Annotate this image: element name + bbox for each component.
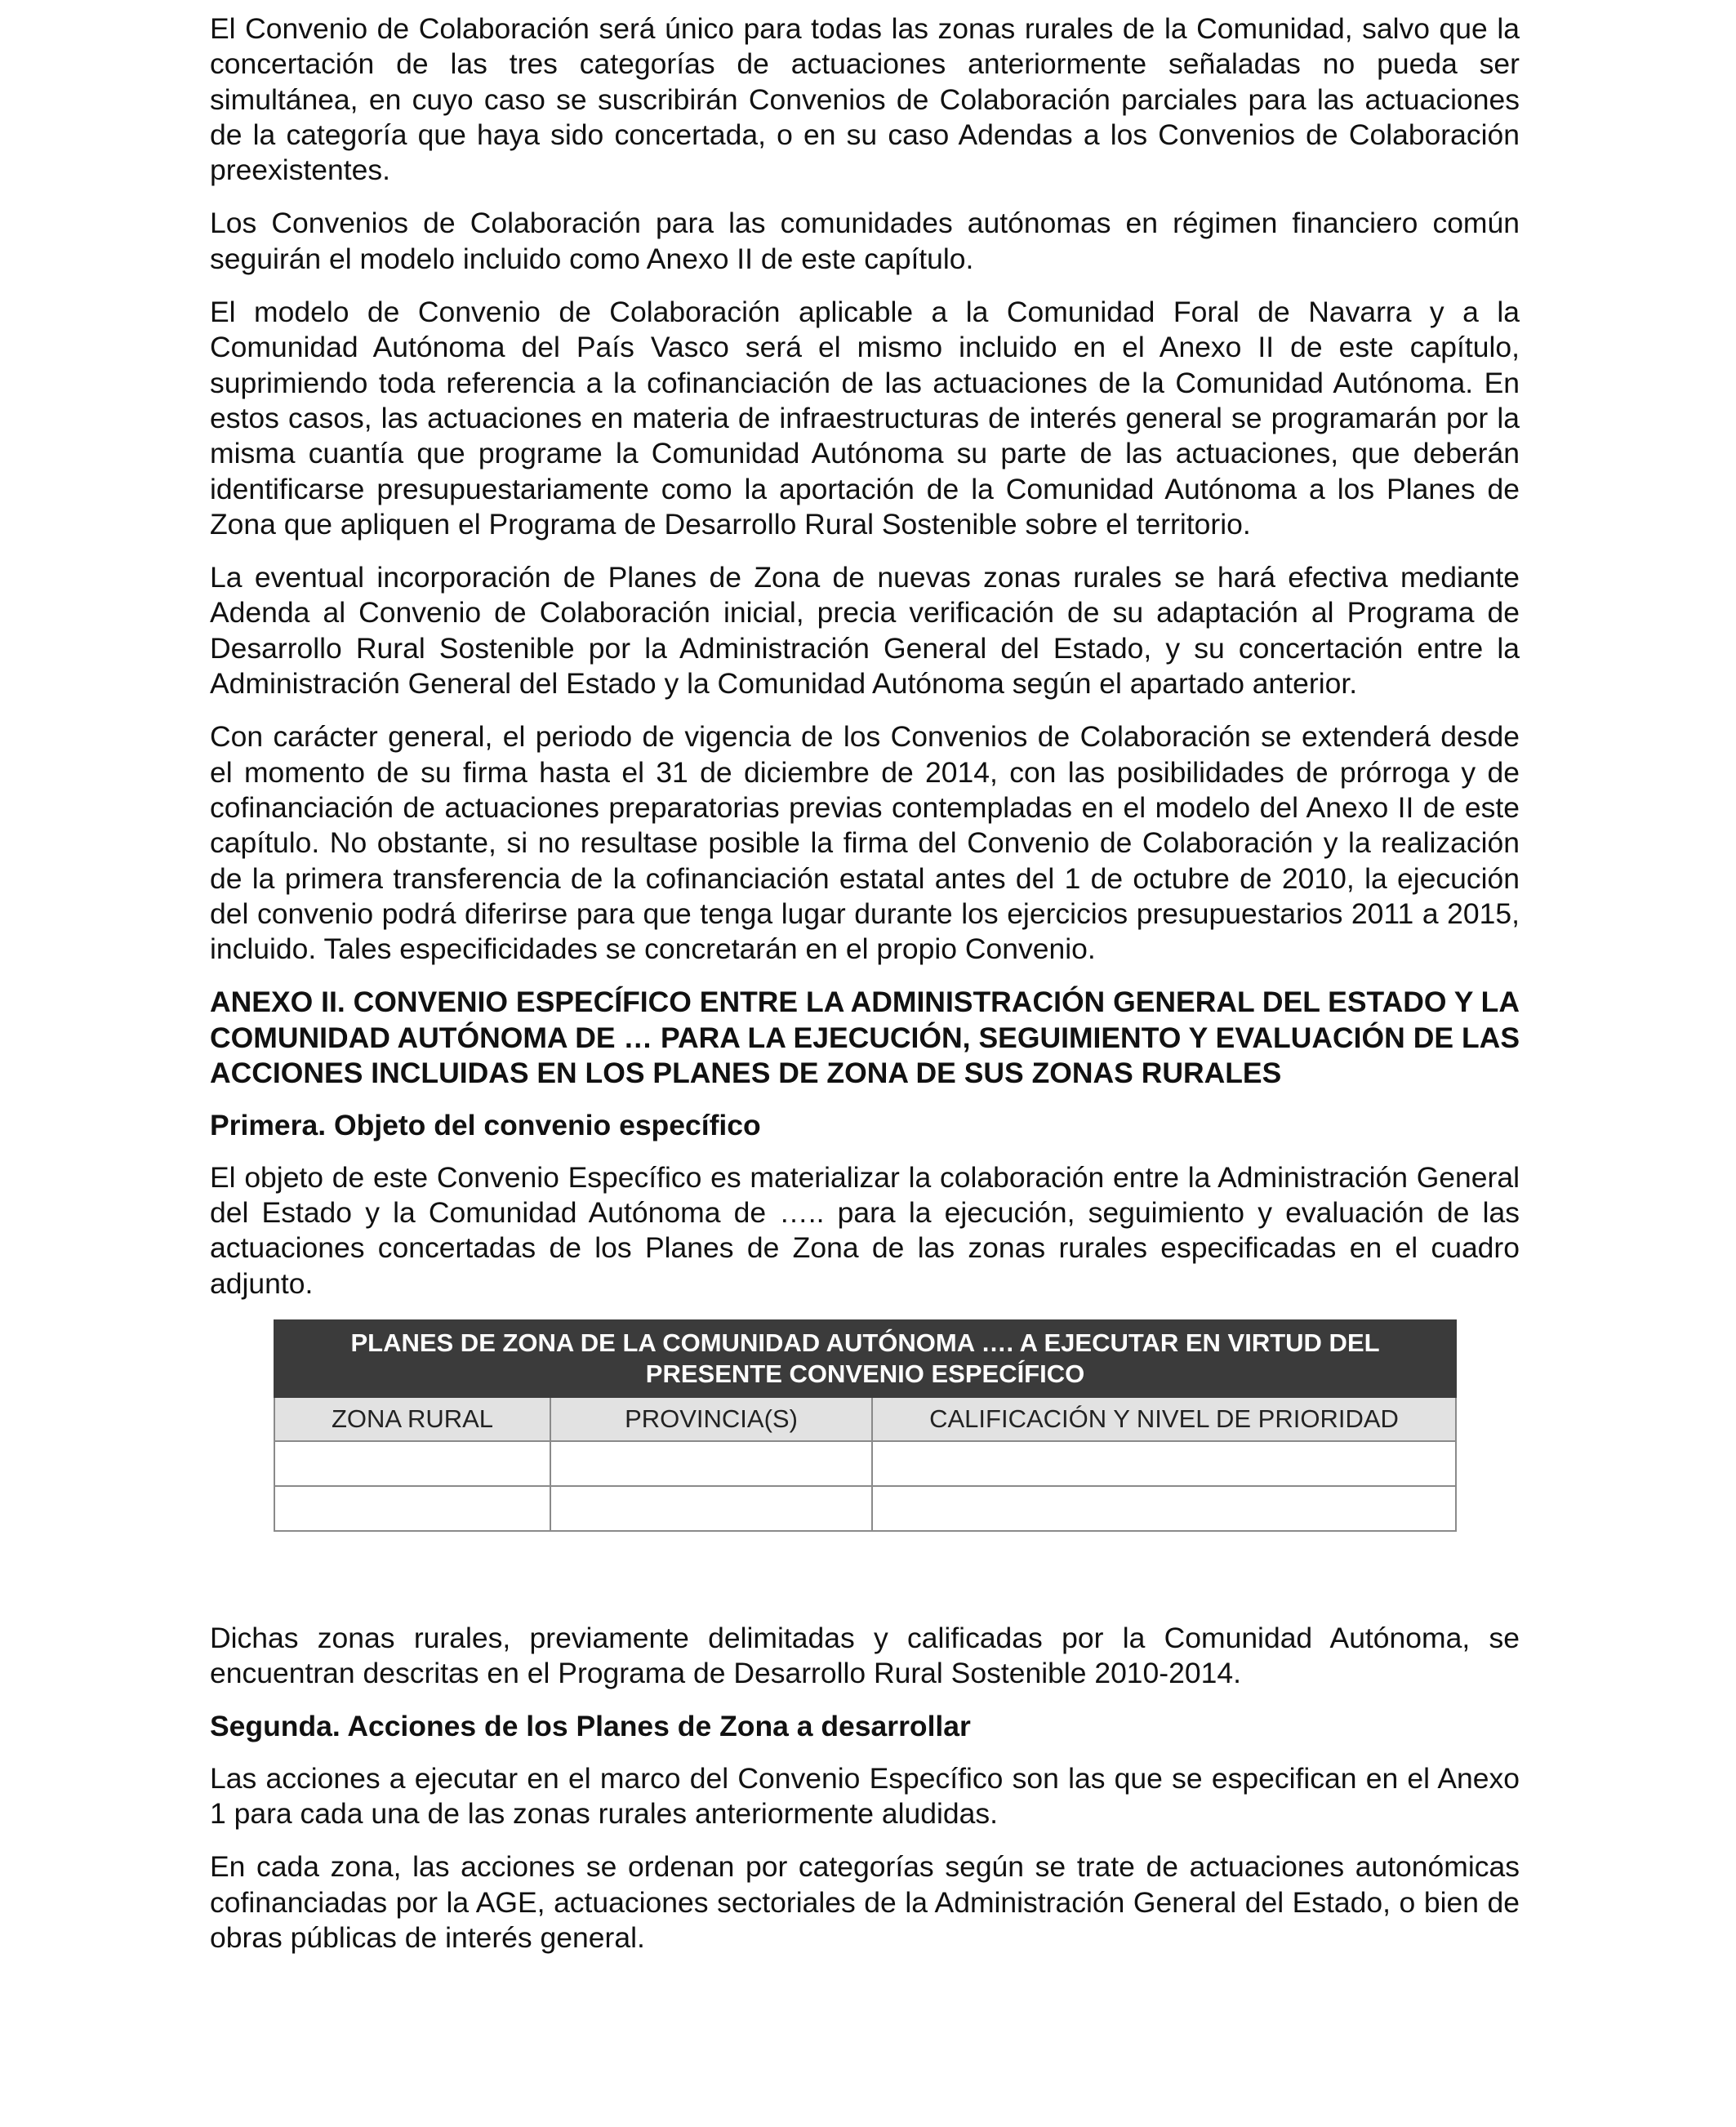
table-banner-row xyxy=(274,1320,1456,1397)
document-page xyxy=(210,11,1520,1973)
table-cell xyxy=(550,1441,872,1486)
column-header-calificacion: CALIFICACIÓN Y NIVEL DE PRIORIDAD xyxy=(872,1397,1456,1441)
table-cell xyxy=(550,1486,872,1531)
zones-table-container xyxy=(274,1319,1455,1532)
column-header-provincias: PROVINCIA(S) xyxy=(550,1397,872,1441)
table-cell xyxy=(274,1441,550,1486)
post-table-section xyxy=(210,1621,1520,1956)
paragraph: La eventual incorporación de Planes de Zona de nuevas zonas rurales se hará efectiva mediante Adenda al Convenio de Colaboración inicial, precia verificación de su adaptación al Programa de Desarrollo Rural Sostenible por la Administración General del Estado, y su concertación entre la Administración General del Estado y la Comunidad Autónoma según el apartado anterior. xyxy=(210,561,1520,701)
table-title: PLANES DE ZONA DE LA COMUNIDAD AUTÓNOMA …. A EJECUTAR EN VIRTUD DEL PRESENTE CONVENIO ESPECÍFICO xyxy=(274,1320,1456,1397)
paragraph: Los Convenios de Colaboración para las comunidades autónomas en régimen financiero común seguirán el modelo incluido como Anexo II de este capítulo. xyxy=(210,207,1520,275)
paragraph: En cada zona, las acciones se ordenan por categorías según se trate de actuaciones autonómicas cofinanciadas por la AGE, actuaciones sectoriales de la Administración General del Estado, o bien de obras públicas de interés general. xyxy=(210,1850,1520,1954)
table-row xyxy=(274,1486,1456,1531)
table-cell xyxy=(872,1486,1456,1531)
paragraph: Con carácter general, el periodo de vigencia de los Convenios de Colaboración se extenderá desde el momento de su firma hasta el 31 de diciembre de 2014, con las posibilidades de prórroga y de cofinanciación de actuaciones preparatorias previas contempladas en el modelo del Anexo II de este capítulo. No obstante, si no resultase posible la firma del Convenio de Colaboración y la realización de la primera transferencia de la cofinanciación estatal antes del 1 de octubre de 2010, la ejecución del convenio podrá diferirse para que tenga lugar durante los ejercicios presupuestarios 2011 a 2015, incluido. Tales especificidades se concretarán en el propio Convenio. xyxy=(210,720,1520,966)
table-row xyxy=(274,1441,1456,1486)
paragraph: Las acciones a ejecutar en el marco del Convenio Específico son las que se especifican en el Anexo 1 para cada una de las zonas rurales anteriormente aludidas. xyxy=(210,1761,1520,1830)
zones-table xyxy=(274,1319,1457,1532)
table-cell xyxy=(274,1486,550,1531)
section-heading-segunda: Segunda. Acciones de los Planes de Zona a desarrollar xyxy=(210,1710,971,1743)
section-heading-primera: Primera. Objeto del convenio específico xyxy=(210,1109,761,1142)
paragraph: Dichas zonas rurales, previamente delimitadas y calificadas por la Comunidad Autónoma, se encuentran descritas en el Programa de Desarrollo Rural Sostenible 2010-2014. xyxy=(210,1621,1520,1690)
table-cell xyxy=(872,1441,1456,1486)
paragraph: El modelo de Convenio de Colaboración aplicable a la Comunidad Foral de Navarra y a la Comunidad Autónoma del País Vasco será el mismo incluido en el Anexo II de este capítulo, suprimiendo toda referencia a la cofinanciación de las actuaciones de la Comunidad Autónoma. En estos casos, las actuaciones en materia de infraestructuras de interés general se programarán por la misma cuantía que programe la Comunidad Autónoma su parte de las actuaciones, que deberán identificarse presupuestariamente como la aportación de la Comunidad Autónoma a los Planes de Zona que apliquen el Programa de Desarrollo Rural Sostenible sobre el territorio. xyxy=(210,296,1520,541)
table-header-row xyxy=(274,1397,1456,1441)
paragraph: El objeto de este Convenio Específico es materializar la colaboración entre la Administración General del Estado y la Comunidad Autónoma de ….. para la ejecución, seguimiento y evaluación de las actuaciones concertadas de los Planes de Zona de las zonas rurales especificadas en el cuadro adjunto. xyxy=(210,1160,1520,1300)
column-header-zona-rural: ZONA RURAL xyxy=(274,1397,550,1441)
paragraph: El Convenio de Colaboración será único para todas las zonas rurales de la Comunidad, salvo que la concertación de las tres categorías de actuaciones anteriormente señaladas no pueda ser simultánea, en cuyo caso se suscribirán Convenios de Colaboración parciales para las actuaciones de la categoría que haya sido concertada, o en su caso Adendas a los Convenios de Colaboración preexistentes. xyxy=(210,12,1520,187)
annex-title: ANEXO II. CONVENIO ESPECÍFICO ENTRE LA ADMINISTRACIÓN GENERAL DEL ESTADO Y LA COMUNIDAD AUTÓNOMA DE … PARA LA EJECUCIÓN, SEGUIMIENTO Y EVALUACIÓN DE LAS ACCIONES INCLUIDAS EN LOS PLANES DE ZONA DE SUS ZONAS RURALES xyxy=(210,986,1520,1090)
